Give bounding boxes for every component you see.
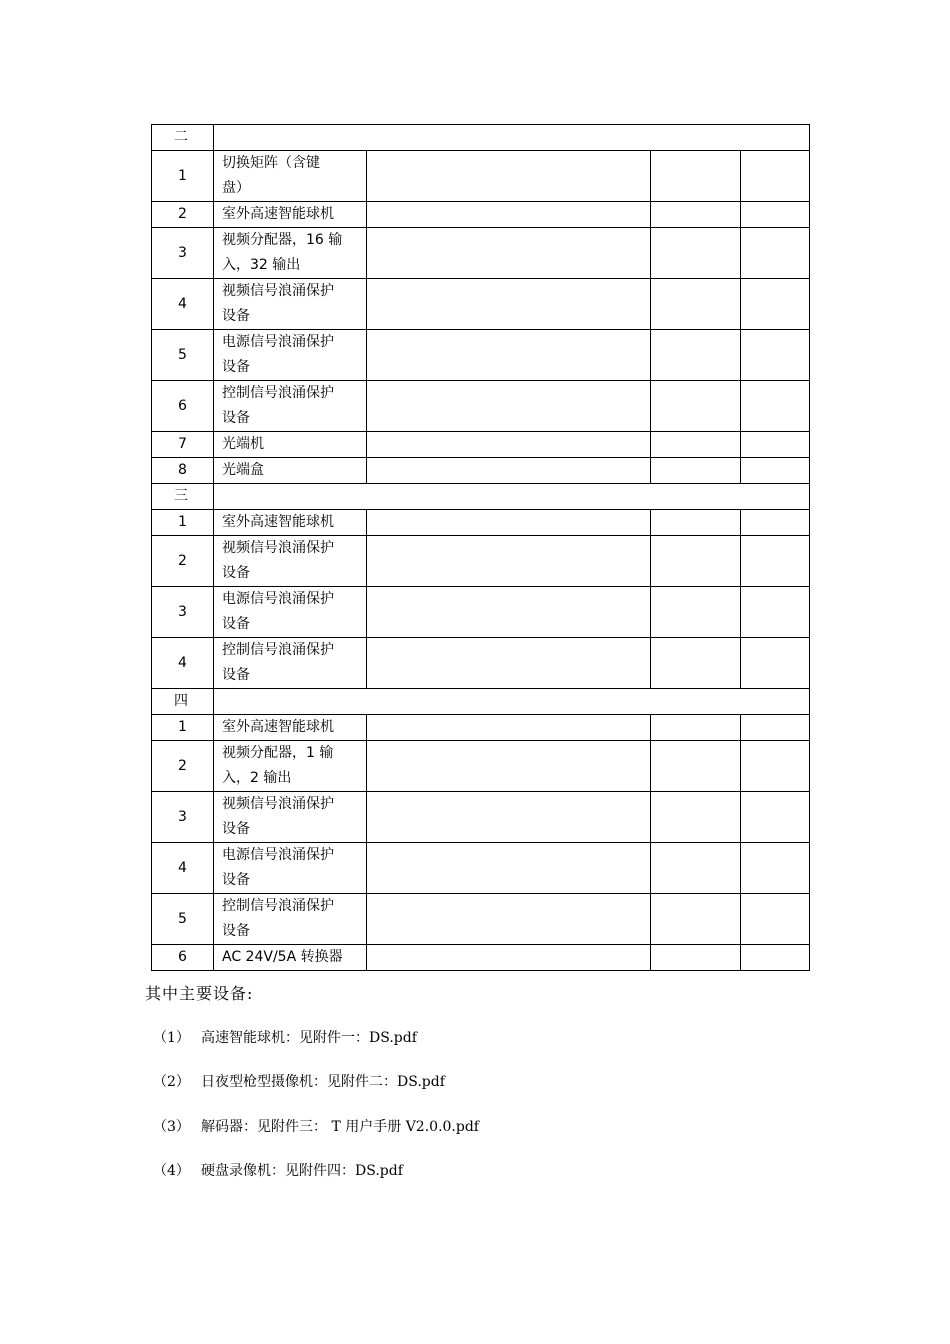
- equipment-name-line: 控制信号浪涌保护: [222, 898, 334, 914]
- quantity-cell: [651, 587, 741, 638]
- spec-cell: [367, 638, 651, 689]
- equipment-name: [214, 843, 367, 894]
- quantity-cell: [651, 510, 741, 536]
- row-number: 6: [152, 381, 214, 432]
- row-number: 1: [152, 151, 214, 202]
- equipment-name-line: 电源信号浪涌保护: [222, 591, 334, 607]
- row-number: 3: [152, 228, 214, 279]
- equipment-name-line: 室外高速智能球机: [222, 206, 334, 222]
- table-row: [152, 894, 810, 945]
- section-header-row: [152, 125, 810, 151]
- table-row: [152, 741, 810, 792]
- row-number: 3: [152, 587, 214, 638]
- quantity-cell: [651, 894, 741, 945]
- section-empty-cell: [214, 125, 810, 151]
- equipment-name-line: 设备: [222, 923, 250, 939]
- equipment-name-line: 设备: [222, 410, 250, 426]
- section-label: 四: [152, 689, 214, 715]
- quantity-cell: [651, 638, 741, 689]
- equipment-name-line: 入，2 输出: [222, 770, 292, 786]
- equipment-name: [214, 228, 367, 279]
- spec-cell: [367, 792, 651, 843]
- equipment-name: [214, 792, 367, 843]
- equipment-table: [151, 124, 810, 971]
- spec-cell: [367, 510, 651, 536]
- row-number: 7: [152, 432, 214, 458]
- table-row: [152, 715, 810, 741]
- remark-cell: [741, 843, 810, 894]
- remark-cell: [741, 638, 810, 689]
- spec-cell: [367, 741, 651, 792]
- remark-cell: [741, 715, 810, 741]
- quantity-cell: [651, 330, 741, 381]
- equipment-name: [214, 638, 367, 689]
- equipment-name-line: 设备: [222, 821, 250, 837]
- note-item: [153, 1027, 417, 1047]
- row-number: 2: [152, 741, 214, 792]
- table-row: [152, 151, 810, 202]
- row-number: 6: [152, 945, 214, 971]
- quantity-cell: [651, 792, 741, 843]
- spec-cell: [367, 536, 651, 587]
- equipment-name-line: 入，32 输出: [222, 257, 301, 273]
- quantity-cell: [651, 741, 741, 792]
- section-label: 二: [152, 125, 214, 151]
- remark-cell: [741, 510, 810, 536]
- note-index: （2）: [153, 1074, 190, 1090]
- spec-cell: [367, 432, 651, 458]
- equipment-name-line: 光端盒: [222, 462, 264, 478]
- spec-cell: [367, 945, 651, 971]
- equipment-name-line: 设备: [222, 616, 250, 632]
- equipment-name-line: 视频分配器，16 输: [222, 232, 343, 248]
- equipment-name: [214, 510, 367, 536]
- equipment-name-line: 光端机: [222, 436, 264, 452]
- quantity-cell: [651, 458, 741, 484]
- remark-cell: [741, 536, 810, 587]
- row-number: 3: [152, 792, 214, 843]
- table-row: [152, 510, 810, 536]
- quantity-cell: [651, 151, 741, 202]
- equipment-name: [214, 432, 367, 458]
- remark-cell: [741, 279, 810, 330]
- equipment-name: [214, 381, 367, 432]
- quantity-cell: [651, 945, 741, 971]
- section-empty-cell: [214, 484, 810, 510]
- table-row: [152, 843, 810, 894]
- table-row: [152, 228, 810, 279]
- equipment-name-line: 设备: [222, 359, 250, 375]
- table-row: [152, 279, 810, 330]
- quantity-cell: [651, 202, 741, 228]
- row-number: 4: [152, 843, 214, 894]
- quantity-cell: [651, 279, 741, 330]
- equipment-name: [214, 587, 367, 638]
- remark-cell: [741, 587, 810, 638]
- note-text: 解码器：见附件三： T 用户手册 V2.0.0.pdf: [201, 1119, 479, 1135]
- equipment-name: [214, 715, 367, 741]
- equipment-name-line: 电源信号浪涌保护: [222, 847, 334, 863]
- spec-cell: [367, 715, 651, 741]
- section-header-row: [152, 484, 810, 510]
- note-index: （4）: [153, 1163, 190, 1179]
- table-row: [152, 330, 810, 381]
- spec-cell: [367, 894, 651, 945]
- table-row: [152, 792, 810, 843]
- quantity-cell: [651, 715, 741, 741]
- note-index: （3）: [153, 1119, 190, 1135]
- note-text: 高速智能球机：见附件一：DS.pdf: [201, 1030, 417, 1046]
- equipment-name: [214, 536, 367, 587]
- spec-cell: [367, 381, 651, 432]
- note-index: （1）: [153, 1030, 190, 1046]
- quantity-cell: [651, 432, 741, 458]
- note-item: [153, 1160, 403, 1180]
- equipment-name-line: AC 24V/5A 转换器: [222, 949, 343, 965]
- note-item: [153, 1116, 479, 1136]
- equipment-name-line: 视频信号浪涌保护: [222, 796, 334, 812]
- section-label: 三: [152, 484, 214, 510]
- spec-cell: [367, 458, 651, 484]
- quantity-cell: [651, 536, 741, 587]
- spec-cell: [367, 228, 651, 279]
- equipment-name-line: 设备: [222, 667, 250, 683]
- row-number: 4: [152, 279, 214, 330]
- note-item: [153, 1071, 445, 1091]
- equipment-name: [214, 279, 367, 330]
- equipment-name-line: 电源信号浪涌保护: [222, 334, 334, 350]
- table-row: [152, 432, 810, 458]
- spec-cell: [367, 279, 651, 330]
- equipment-name: [214, 458, 367, 484]
- equipment-name: [214, 330, 367, 381]
- remark-cell: [741, 432, 810, 458]
- table-row: [152, 638, 810, 689]
- remark-cell: [741, 741, 810, 792]
- equipment-name-line: 视频信号浪涌保护: [222, 283, 334, 299]
- spec-cell: [367, 202, 651, 228]
- table-row: [152, 945, 810, 971]
- quantity-cell: [651, 228, 741, 279]
- spec-cell: [367, 587, 651, 638]
- section-header-row: [152, 689, 810, 715]
- spec-cell: [367, 843, 651, 894]
- row-number: 1: [152, 510, 214, 536]
- note-text: 硬盘录像机：见附件四：DS.pdf: [201, 1163, 403, 1179]
- remark-cell: [741, 228, 810, 279]
- equipment-name-line: 视频分配器，1 输: [222, 745, 334, 761]
- table-row: [152, 536, 810, 587]
- remark-cell: [741, 151, 810, 202]
- spec-cell: [367, 330, 651, 381]
- main-equipment-notes: [145, 981, 479, 1179]
- equipment-name-line: 室外高速智能球机: [222, 719, 334, 735]
- remark-cell: [741, 202, 810, 228]
- equipment-name: [214, 894, 367, 945]
- table-row: [152, 587, 810, 638]
- row-number: 1: [152, 715, 214, 741]
- remark-cell: [741, 458, 810, 484]
- equipment-name-line: 切换矩阵（含键: [222, 155, 320, 171]
- equipment-name-line: 控制信号浪涌保护: [222, 642, 334, 658]
- remark-cell: [741, 894, 810, 945]
- spec-cell: [367, 151, 651, 202]
- row-number: 2: [152, 536, 214, 587]
- notes-title: 其中主要设备:: [145, 984, 254, 1003]
- section-empty-cell: [214, 689, 810, 715]
- table-row: [152, 202, 810, 228]
- equipment-name-line: 设备: [222, 308, 250, 324]
- equipment-name-line: 控制信号浪涌保护: [222, 385, 334, 401]
- table-row: [152, 458, 810, 484]
- equipment-name-line: 设备: [222, 872, 250, 888]
- remark-cell: [741, 792, 810, 843]
- note-text: 日夜型枪型摄像机：见附件二：DS.pdf: [201, 1074, 445, 1090]
- equipment-name-line: 盘）: [222, 180, 250, 196]
- remark-cell: [741, 945, 810, 971]
- equipment-name: [214, 202, 367, 228]
- equipment-name-line: 视频信号浪涌保护: [222, 540, 334, 556]
- quantity-cell: [651, 843, 741, 894]
- equipment-name-line: 设备: [222, 565, 250, 581]
- equipment-name-line: 室外高速智能球机: [222, 514, 334, 530]
- equipment-name: [214, 741, 367, 792]
- quantity-cell: [651, 381, 741, 432]
- row-number: 5: [152, 330, 214, 381]
- equipment-name: [214, 945, 367, 971]
- row-number: 5: [152, 894, 214, 945]
- remark-cell: [741, 330, 810, 381]
- row-number: 4: [152, 638, 214, 689]
- table-row: [152, 381, 810, 432]
- row-number: 8: [152, 458, 214, 484]
- remark-cell: [741, 381, 810, 432]
- row-number: 2: [152, 202, 214, 228]
- table-body: [152, 125, 810, 971]
- equipment-name: [214, 151, 367, 202]
